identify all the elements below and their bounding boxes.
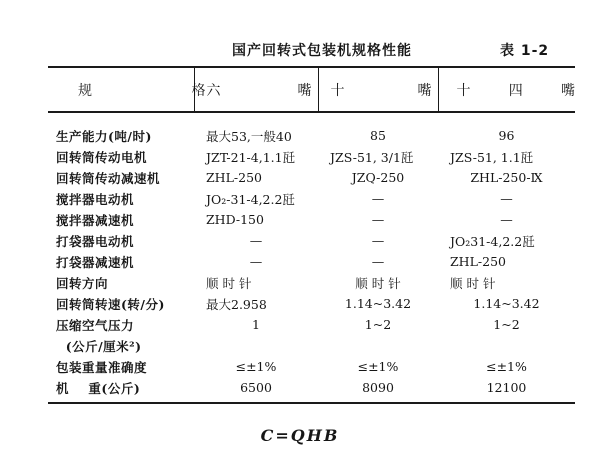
row-label: 回转筒转速(转/分) [56,296,165,312]
table-row [48,314,575,335]
header-fourteen-char-3: 嘴 [561,82,577,99]
cell-six: 最大2.958 [206,296,267,312]
cell-ten: JZQ-250 [351,170,405,185]
row-label: 回转方向 [56,275,109,291]
row-label: 机 重(公斤) [48,377,194,403]
table-row [48,209,575,230]
cell-six: ≤±1% [235,359,277,374]
header-ten-nozzle [318,67,438,112]
cell-fourteen: 96 [498,128,515,143]
table-row [48,293,575,314]
header-fourteen-char-2: 四 [508,82,525,99]
table-number: 表 1-2 [500,43,550,59]
row-label: 打袋器减速机 [56,254,135,270]
row-label: 压缩空气压力 [56,317,135,333]
spec-table [48,66,575,404]
table-header-row [48,67,575,112]
row-label: 搅拌器电动机 [56,191,135,207]
cell-fourteen: JZS-51, 1.1瓩 [450,149,534,165]
header-fourteen-nozzle [438,67,575,112]
header-six-char-1: 六 [206,82,223,99]
cell-fourteen: JO₂31-4,2.2瓩 [450,233,535,249]
cell-ten: — [371,233,385,248]
table-row [48,251,575,272]
cell-ten: 85 [370,128,386,143]
table-title: 国产回转式包装机规格性能 [232,43,412,59]
cell-ten: JZS-51, 3/1瓩 [330,149,414,165]
header-six-nozzle [191,67,318,112]
header-fourteen-char-1: 十 [456,82,473,99]
header-spec-char-2: 格 [191,82,208,99]
cell-ten: 1~2 [364,317,392,332]
cell-fourteen: — [500,191,513,206]
header-spec [48,67,208,112]
row-label: 打袋器电动机 [56,233,135,249]
cell-six: 6500 [194,377,318,403]
cell-six: 1 [252,317,260,332]
cell-six [194,335,318,356]
cell-ten: 1.14~3.42 [344,296,412,311]
row-label: 回转筒传动减速机 [56,170,161,186]
cell-fourteen: 顺 时 针 [450,275,496,291]
cell-fourteen: ≤±1% [486,359,527,374]
table-row [48,377,575,403]
cell-six: 最大53,一般40 [206,128,292,144]
cell-ten: — [371,254,385,269]
cell-fourteen: 12100 [438,377,575,403]
cell-fourteen: ZHL-250-Ⅸ [470,170,543,185]
cell-ten: — [371,191,385,206]
row-label: 包装重量准确度 [56,359,148,375]
table-row [48,146,575,167]
row-label-unit: (公斤/厘米²) [56,338,142,354]
cell-ten: — [371,212,385,227]
cell-six: — [249,254,263,269]
cell-ten: 8090 [318,377,438,403]
row-label: 生产能力(吨/时) [56,128,152,144]
formula: C=QHB [260,426,340,445]
table-row [48,356,575,377]
row-label: 回转筒传动电机 [56,149,148,165]
row-label: 搅拌器减速机 [56,212,135,228]
cell-fourteen [438,335,575,356]
cell-six: 顺 时 针 [206,275,252,291]
cell-fourteen: 1~2 [493,317,520,332]
table-row [48,167,575,188]
cell-ten [318,335,438,356]
cell-fourteen: — [500,212,513,227]
cell-fourteen: ZHL-250 [450,254,506,269]
cell-six: JZT-21-4,1.1瓩 [206,149,296,165]
table-row [48,272,575,293]
cell-fourteen: 1.14~3.42 [473,296,540,311]
cell-six: JO₂-31-4,2.2瓩 [206,191,295,207]
table-row [48,335,575,356]
table-row [48,112,575,146]
table-caption [0,40,600,62]
header-six-char-2: 嘴 [297,82,314,99]
cell-six: ZHD-150 [206,212,264,227]
cell-six: — [249,233,263,248]
table-row [48,230,575,251]
header-ten-char-1: 十 [330,82,347,99]
table-row [48,188,575,209]
header-ten-char-2: 嘴 [417,82,434,99]
cell-ten: ≤±1% [357,359,399,374]
cell-six: ZHL-250 [206,170,262,185]
header-spec-char-1: 规 [78,82,94,99]
cell-ten: 顺 时 针 [355,275,401,291]
